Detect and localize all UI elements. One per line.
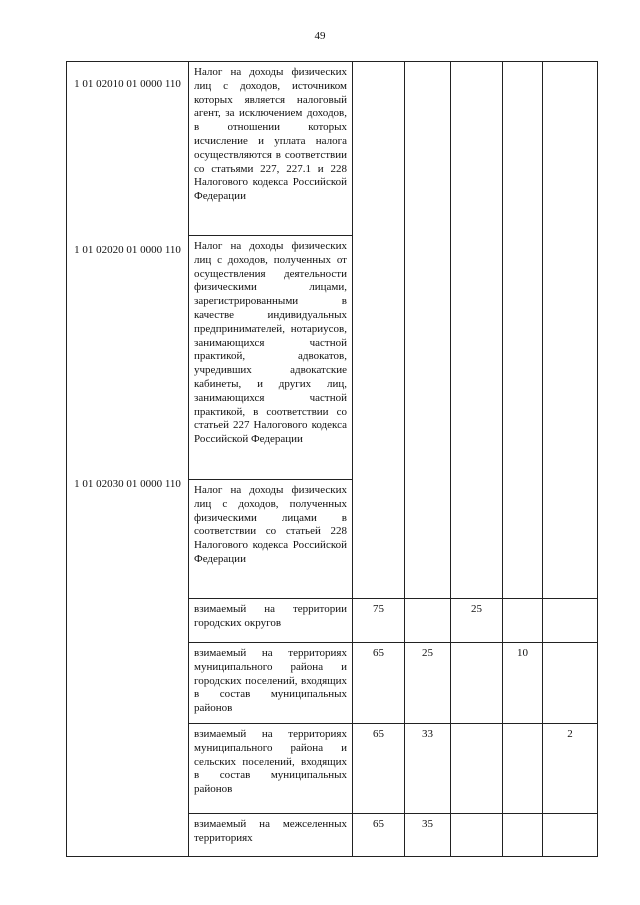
revenue-name: взимаемый на территории городских округов (189, 599, 353, 643)
value-cell (451, 62, 503, 599)
revenue-name: взимаемый на территориях муниципального района и городских поселений, входящих в состав муниципальных районов (189, 643, 353, 724)
kbk-code: 1 01 02030 01 0000 110 (74, 478, 181, 490)
revenue-name: Налог на доходы физических лиц с доходов, полученных физическими лицами в соответствии со статьей 228 Налогового кодекса Российской Федерации (189, 480, 353, 599)
table-row (67, 62, 598, 236)
value-cell: 65 (353, 643, 405, 724)
kbk-code-cell (67, 62, 189, 857)
revenue-name: Налог на доходы физических лиц с доходов, источником которых является налоговый агент, за исключением доходов, в отношении которых исчисление и уплата налога осуществляются в соответствии со статьями 227, 227.1 и 228 Налогового кодекса Российской Федерации (189, 62, 353, 236)
revenue-name: взимаемый на межселенных территориях (189, 814, 353, 857)
value-cell: 25 (451, 599, 503, 643)
value-cell (543, 599, 598, 643)
value-cell (451, 643, 503, 724)
kbk-code: 1 01 02020 01 0000 110 (74, 244, 181, 256)
revenue-name: Налог на доходы физических лиц с доходов, полученных от осуществления деятельности физическими лицами, зарегистрированными в качестве индивидуальных предпринимателей, нотариусов, занимающихся частной практикой, адвокатов, учредивших адвокатские кабинеты, и других лиц, занимающихся частной практикой, в соответствии со статьей 227 Налогового кодекса Российской Федерации (189, 236, 353, 480)
value-cell (451, 724, 503, 814)
revenue-name: взимаемый на территориях муниципального района и сельских поселений, входящих в состав муниципальных районов (189, 724, 353, 814)
value-cell: 33 (405, 724, 451, 814)
value-cell: 65 (353, 724, 405, 814)
value-cell (405, 599, 451, 643)
value-cell (503, 724, 543, 814)
value-cell: 75 (353, 599, 405, 643)
value-cell (503, 62, 543, 599)
revenue-distribution-table (66, 61, 598, 857)
kbk-code: 1 01 02010 01 0000 110 (74, 78, 181, 90)
value-cell: 10 (503, 643, 543, 724)
page-number: 49 (314, 30, 326, 42)
value-cell (353, 62, 405, 599)
value-cell (543, 62, 598, 599)
value-cell (451, 814, 503, 857)
value-cell (405, 62, 451, 599)
value-cell: 65 (353, 814, 405, 857)
value-cell: 35 (405, 814, 451, 857)
value-cell: 2 (543, 724, 598, 814)
value-cell: 25 (405, 643, 451, 724)
value-cell (543, 814, 598, 857)
value-cell (503, 599, 543, 643)
value-cell (503, 814, 543, 857)
value-cell (543, 643, 598, 724)
